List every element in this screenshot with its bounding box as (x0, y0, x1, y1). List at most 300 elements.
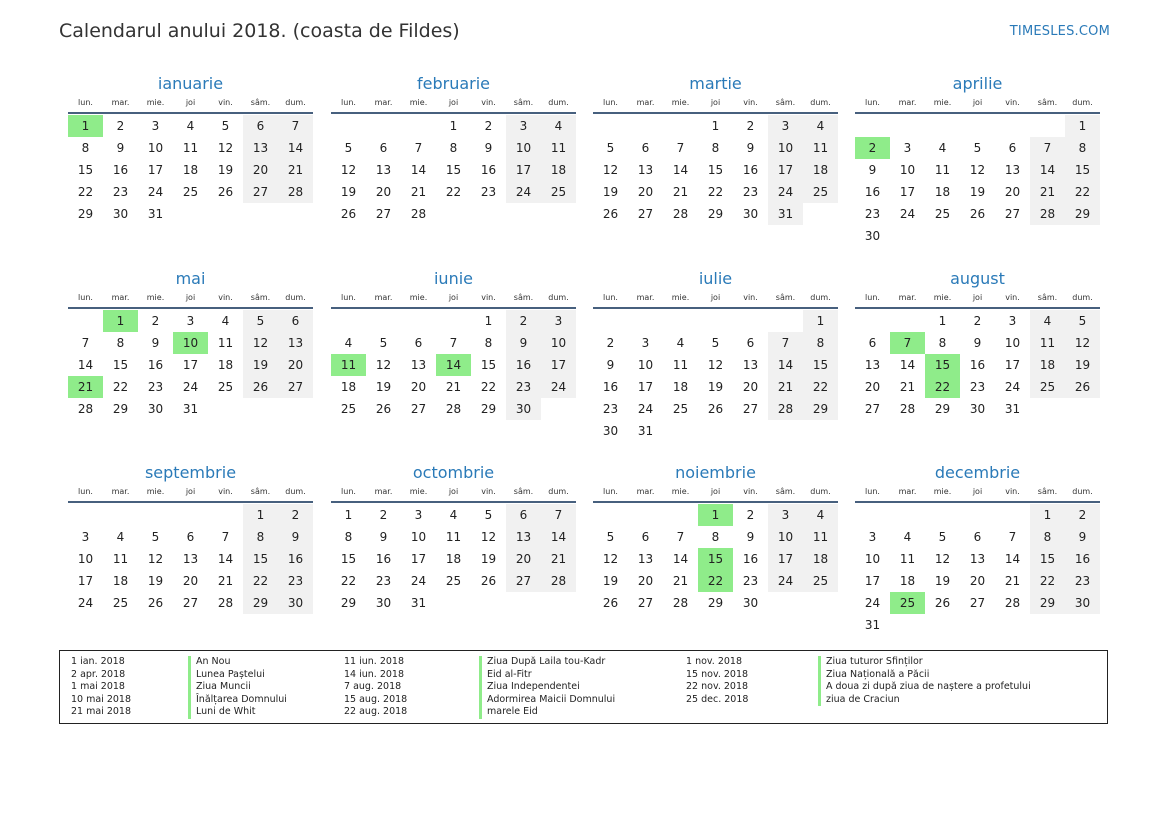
day-cell: 21 (1004, 574, 1021, 588)
weekday-label: mar. (898, 98, 917, 107)
legend-entry: 15 nov. 2018 (686, 668, 749, 680)
weekday-header (855, 293, 1100, 309)
day-cell: 17 (864, 574, 881, 588)
weekday-label: lun. (341, 487, 356, 496)
weekday-label: vin. (481, 293, 496, 302)
day-cell: 13 (278, 332, 313, 354)
day-cell: 15 (243, 548, 278, 570)
day-cell: 31 (182, 402, 199, 416)
day-cell: 24 (77, 596, 94, 610)
day-cell: 27 (506, 570, 541, 592)
day-cell: 3 (868, 530, 877, 544)
day-cell: 30 (112, 207, 129, 221)
day-cell: 9 (116, 141, 125, 155)
weekday-label: sâm. (775, 487, 796, 496)
day-cell: 5 (221, 119, 230, 133)
day-cell: 25 (1030, 376, 1065, 398)
day-cell: 11 (541, 137, 576, 159)
day-cell: 7 (81, 336, 90, 350)
day-cell: 25 (541, 181, 576, 203)
day-cell: 17 (410, 552, 427, 566)
legend-entry: 21 mai 2018 (71, 706, 132, 718)
weekday-label: mar. (111, 293, 130, 302)
weekday-label: mie. (146, 293, 165, 302)
day-empty (138, 504, 173, 526)
day-empty (663, 310, 698, 332)
day-cell: 17 (768, 159, 803, 181)
day-cell: 10 (768, 137, 803, 159)
day-cell: 23 (602, 402, 619, 416)
day-cell: 23 (480, 185, 497, 199)
day-cell: 28 (217, 596, 234, 610)
day-cell: 23 (278, 570, 313, 592)
holiday-legend (59, 650, 1108, 724)
legend-entry: Luni de Whit (188, 706, 287, 719)
day-cell: 30 (742, 596, 759, 610)
day-cell: 22 (480, 380, 497, 394)
legend-entry: marele Eid (479, 706, 615, 719)
day-cell: 17 (1004, 358, 1021, 372)
day-cell: 9 (746, 530, 755, 544)
day-cell: 29 (1030, 592, 1065, 614)
day-empty (890, 115, 925, 137)
weekday-label: vin. (743, 293, 758, 302)
day-empty (68, 310, 103, 332)
day-cell: 20 (742, 380, 759, 394)
day-empty (890, 310, 925, 332)
day-cell: 7 (768, 332, 803, 354)
day-cell: 20 (864, 380, 881, 394)
day-cell: 28 (1030, 203, 1065, 225)
day-empty (593, 504, 628, 526)
weekday-label: vin. (481, 487, 496, 496)
day-cell: 14 (1030, 159, 1065, 181)
day-cell: 23 (147, 380, 164, 394)
day-cell-holiday: 11 (331, 354, 366, 376)
weekday-header (593, 293, 838, 309)
weekday-header (593, 487, 838, 503)
legend-entry: Adormirea Maicii Domnului (479, 694, 615, 707)
day-empty (663, 504, 698, 526)
legend-col1-dates (71, 656, 131, 719)
day-empty (855, 310, 890, 332)
weekday-header (68, 487, 313, 503)
day-cell: 2 (151, 314, 160, 328)
day-cell: 15 (77, 163, 94, 177)
day-cell: 17 (637, 380, 654, 394)
day-cell: 28 (1004, 596, 1021, 610)
weekday-label: joi (185, 293, 196, 302)
day-cell: 28 (77, 402, 94, 416)
day-cell: 16 (864, 185, 881, 199)
month-aprilie (855, 73, 1100, 247)
weekday-label: lun. (865, 293, 880, 302)
day-cell: 26 (969, 207, 986, 221)
day-cell: 5 (606, 141, 615, 155)
day-cell: 5 (379, 336, 388, 350)
days-grid (593, 310, 838, 442)
day-cell: 1 (803, 310, 838, 332)
month-name: februarie (416, 74, 491, 93)
day-cell: 24 (1004, 380, 1021, 394)
day-cell: 18 (803, 548, 838, 570)
day-empty (401, 115, 436, 137)
day-cell: 8 (938, 336, 947, 350)
day-cell: 21 (1030, 181, 1065, 203)
weekday-label: sâm. (250, 293, 271, 302)
month-martie (593, 73, 838, 225)
day-cell: 30 (864, 229, 881, 243)
day-cell: 17 (182, 358, 199, 372)
weekday-label: mie. (933, 98, 952, 107)
day-cell: 3 (768, 504, 803, 526)
day-cell: 19 (217, 163, 234, 177)
day-cell: 10 (506, 137, 541, 159)
day-cell: 2 (1065, 504, 1100, 526)
day-cell: 28 (672, 596, 689, 610)
day-cell: 6 (506, 504, 541, 526)
day-cell: 9 (973, 336, 982, 350)
day-cell: 7 (221, 530, 230, 544)
day-cell: 29 (340, 596, 357, 610)
day-cell: 20 (637, 574, 654, 588)
day-cell: 10 (637, 358, 654, 372)
weekday-label: dum. (1072, 98, 1093, 107)
day-cell: 28 (899, 402, 916, 416)
weekday-label: vin. (743, 98, 758, 107)
day-cell: 30 (375, 596, 392, 610)
weekday-label: joi (448, 487, 459, 496)
weekday-label: sâm. (1037, 487, 1058, 496)
day-cell: 16 (742, 552, 759, 566)
day-cell: 13 (182, 552, 199, 566)
day-cell: 22 (445, 185, 462, 199)
weekday-label: lun. (78, 98, 93, 107)
day-cell: 4 (116, 530, 125, 544)
day-cell: 16 (375, 552, 392, 566)
day-cell: 14 (768, 354, 803, 376)
day-cell: 29 (707, 207, 724, 221)
month-iunie (331, 268, 576, 420)
day-cell: 14 (410, 163, 427, 177)
day-cell: 30 (969, 402, 986, 416)
weekday-label: dum. (810, 293, 831, 302)
weekday-label: mie. (409, 487, 428, 496)
day-cell: 13 (1004, 163, 1021, 177)
day-cell: 21 (672, 185, 689, 199)
weekday-label: sâm. (250, 487, 271, 496)
day-cell: 27 (637, 207, 654, 221)
day-cell: 20 (375, 185, 392, 199)
day-cell: 24 (182, 380, 199, 394)
day-cell: 4 (676, 336, 685, 350)
weekday-label: joi (448, 98, 459, 107)
day-cell: 16 (112, 163, 129, 177)
day-cell: 16 (480, 163, 497, 177)
weekday-label: joi (972, 487, 983, 496)
weekday-label: sâm. (1037, 98, 1058, 107)
day-cell: 4 (344, 336, 353, 350)
day-cell: 26 (340, 207, 357, 221)
weekday-label: lun. (603, 487, 618, 496)
weekday-label: vin. (1005, 98, 1020, 107)
day-empty (366, 310, 401, 332)
day-cell: 30 (1065, 592, 1100, 614)
legend-entry: 2 apr. 2018 (71, 668, 126, 680)
day-cell: 9 (1065, 526, 1100, 548)
day-cell-holiday: 1 (103, 310, 138, 332)
day-cell: 4 (449, 508, 458, 522)
month-iulie (593, 268, 838, 442)
day-cell: 17 (768, 548, 803, 570)
day-cell: 16 (602, 380, 619, 394)
day-cell: 6 (379, 141, 388, 155)
weekday-label: mie. (409, 293, 428, 302)
weekday-label: lun. (603, 98, 618, 107)
weekday-label: mar. (111, 487, 130, 496)
weekday-label: mie. (671, 98, 690, 107)
day-cell: 1 (938, 314, 947, 328)
day-cell: 19 (340, 185, 357, 199)
day-cell: 22 (340, 574, 357, 588)
day-cell: 10 (541, 332, 576, 354)
day-cell: 12 (707, 358, 724, 372)
weekday-header (855, 487, 1100, 503)
day-cell-holiday: 1 (68, 115, 103, 137)
weekday-label: dum. (285, 293, 306, 302)
month-name: octombrie (412, 463, 495, 482)
legend-entry: Eid al-Fitr (479, 669, 615, 682)
day-cell: 2 (746, 508, 755, 522)
day-cell: 16 (1065, 548, 1100, 570)
day-cell-holiday: 15 (925, 354, 960, 376)
day-cell: 4 (186, 119, 195, 133)
day-cell: 29 (77, 207, 94, 221)
day-cell: 22 (803, 376, 838, 398)
day-cell: 19 (934, 574, 951, 588)
day-cell: 8 (1065, 137, 1100, 159)
weekday-label: mie. (671, 487, 690, 496)
day-cell: 20 (637, 185, 654, 199)
weekday-label: joi (185, 98, 196, 107)
day-cell: 9 (151, 336, 160, 350)
weekday-label: joi (710, 293, 721, 302)
day-cell: 23 (864, 207, 881, 221)
day-cell: 27 (742, 402, 759, 416)
day-cell: 23 (375, 574, 392, 588)
day-cell: 11 (112, 552, 129, 566)
day-cell: 2 (116, 119, 125, 133)
day-empty (366, 115, 401, 137)
day-cell: 29 (707, 596, 724, 610)
day-cell: 27 (1004, 207, 1021, 221)
day-empty (628, 115, 663, 137)
day-cell: 13 (637, 552, 654, 566)
weekday-label: mie. (146, 487, 165, 496)
day-empty (855, 115, 890, 137)
weekday-label: dum. (548, 487, 569, 496)
day-empty (401, 310, 436, 332)
weekday-label: mie. (933, 293, 952, 302)
day-cell: 3 (641, 336, 650, 350)
month-name: decembrie (934, 463, 1021, 482)
day-cell: 4 (938, 141, 947, 155)
day-cell: 28 (410, 207, 427, 221)
day-cell: 24 (768, 570, 803, 592)
day-cell: 6 (973, 530, 982, 544)
weekday-label: sâm. (513, 293, 534, 302)
day-cell: 12 (602, 163, 619, 177)
legend-col1-names (188, 656, 287, 719)
legend-col2-names (479, 656, 615, 719)
day-cell: 28 (672, 207, 689, 221)
day-cell-holiday: 22 (698, 570, 733, 592)
day-cell: 2 (506, 310, 541, 332)
weekday-label: joi (448, 293, 459, 302)
weekday-label: vin. (1005, 293, 1020, 302)
day-cell: 17 (506, 159, 541, 181)
day-empty (925, 504, 960, 526)
weekday-label: lun. (865, 98, 880, 107)
day-cell: 9 (278, 526, 313, 548)
day-empty (960, 115, 995, 137)
day-cell: 20 (1004, 185, 1021, 199)
day-cell: 13 (637, 163, 654, 177)
day-cell: 10 (864, 552, 881, 566)
day-cell: 15 (340, 552, 357, 566)
month-name: iulie (698, 269, 733, 288)
day-cell: 6 (641, 530, 650, 544)
day-cell: 2 (973, 314, 982, 328)
day-cell: 15 (1065, 159, 1100, 181)
weekday-label: vin. (481, 98, 496, 107)
day-cell: 26 (217, 185, 234, 199)
day-cell: 23 (1065, 570, 1100, 592)
day-cell: 25 (217, 380, 234, 394)
day-cell: 2 (484, 119, 493, 133)
day-cell: 6 (243, 115, 278, 137)
weekday-label: joi (972, 98, 983, 107)
day-empty (593, 115, 628, 137)
day-cell: 24 (899, 207, 916, 221)
day-cell: 11 (803, 137, 838, 159)
day-cell: 3 (1008, 314, 1017, 328)
day-cell: 31 (864, 618, 881, 632)
day-cell: 27 (243, 181, 278, 203)
day-cell: 12 (375, 358, 392, 372)
weekday-header (331, 293, 576, 309)
weekday-label: mar. (898, 293, 917, 302)
weekday-label: dum. (285, 98, 306, 107)
day-cell: 21 (768, 376, 803, 398)
day-cell: 12 (602, 552, 619, 566)
legend-entry: Ziua Independentei (479, 681, 615, 694)
days-grid (855, 504, 1100, 636)
day-empty (208, 504, 243, 526)
day-cell-holiday: 21 (68, 376, 103, 398)
day-cell: 9 (746, 141, 755, 155)
day-cell: 31 (147, 207, 164, 221)
day-cell: 3 (506, 115, 541, 137)
day-cell: 19 (1065, 354, 1100, 376)
day-cell: 7 (1008, 530, 1017, 544)
day-cell: 8 (81, 141, 90, 155)
day-cell: 13 (410, 358, 427, 372)
day-cell: 21 (672, 574, 689, 588)
day-cell: 1 (484, 314, 493, 328)
day-cell: 27 (375, 207, 392, 221)
weekday-label: mie. (671, 293, 690, 302)
day-cell: 8 (711, 530, 720, 544)
weekday-label: lun. (341, 98, 356, 107)
day-cell: 4 (903, 530, 912, 544)
day-cell: 26 (1065, 376, 1100, 398)
day-cell: 26 (375, 402, 392, 416)
day-cell: 14 (541, 526, 576, 548)
day-cell: 11 (1030, 332, 1065, 354)
day-cell: 20 (278, 354, 313, 376)
day-empty (628, 504, 663, 526)
day-cell: 23 (506, 376, 541, 398)
day-cell: 3 (81, 530, 90, 544)
day-cell: 21 (541, 548, 576, 570)
day-cell: 17 (899, 185, 916, 199)
month-mai (68, 268, 313, 420)
day-cell: 11 (182, 141, 199, 155)
weekday-label: vin. (218, 487, 233, 496)
day-cell: 8 (803, 332, 838, 354)
days-grid (593, 115, 838, 225)
weekday-label: mar. (636, 98, 655, 107)
day-cell: 31 (410, 596, 427, 610)
site-link[interactable]: TIMESLES.COM (1009, 24, 1110, 39)
day-cell: 29 (1065, 203, 1100, 225)
day-cell: 15 (803, 354, 838, 376)
days-grid (68, 310, 313, 420)
day-cell: 13 (969, 552, 986, 566)
day-cell: 25 (803, 181, 838, 203)
day-cell: 1 (344, 508, 353, 522)
day-cell: 1 (243, 504, 278, 526)
day-cell: 1 (711, 119, 720, 133)
day-cell: 17 (541, 354, 576, 376)
day-cell: 25 (934, 207, 951, 221)
day-cell: 8 (1030, 526, 1065, 548)
weekday-label: lun. (78, 487, 93, 496)
legend-entry: 11 iun. 2018 (344, 656, 405, 667)
day-cell: 8 (344, 530, 353, 544)
day-cell: 11 (899, 552, 916, 566)
day-empty (103, 504, 138, 526)
day-cell: 7 (676, 530, 685, 544)
day-cell: 10 (77, 552, 94, 566)
weekday-label: mar. (374, 487, 393, 496)
day-cell: 26 (602, 207, 619, 221)
day-cell: 8 (711, 141, 720, 155)
day-cell: 14 (672, 163, 689, 177)
day-empty (436, 310, 471, 332)
day-cell: 21 (899, 380, 916, 394)
day-empty (628, 310, 663, 332)
legend-col3-names (818, 656, 1031, 706)
day-cell: 15 (707, 163, 724, 177)
day-cell: 4 (803, 504, 838, 526)
weekday-label: dum. (1072, 487, 1093, 496)
day-cell-holiday: 22 (925, 376, 960, 398)
month-name: ianuarie (157, 74, 224, 93)
day-cell: 19 (480, 552, 497, 566)
legend-entry: ziua de Craciun (818, 694, 1031, 707)
